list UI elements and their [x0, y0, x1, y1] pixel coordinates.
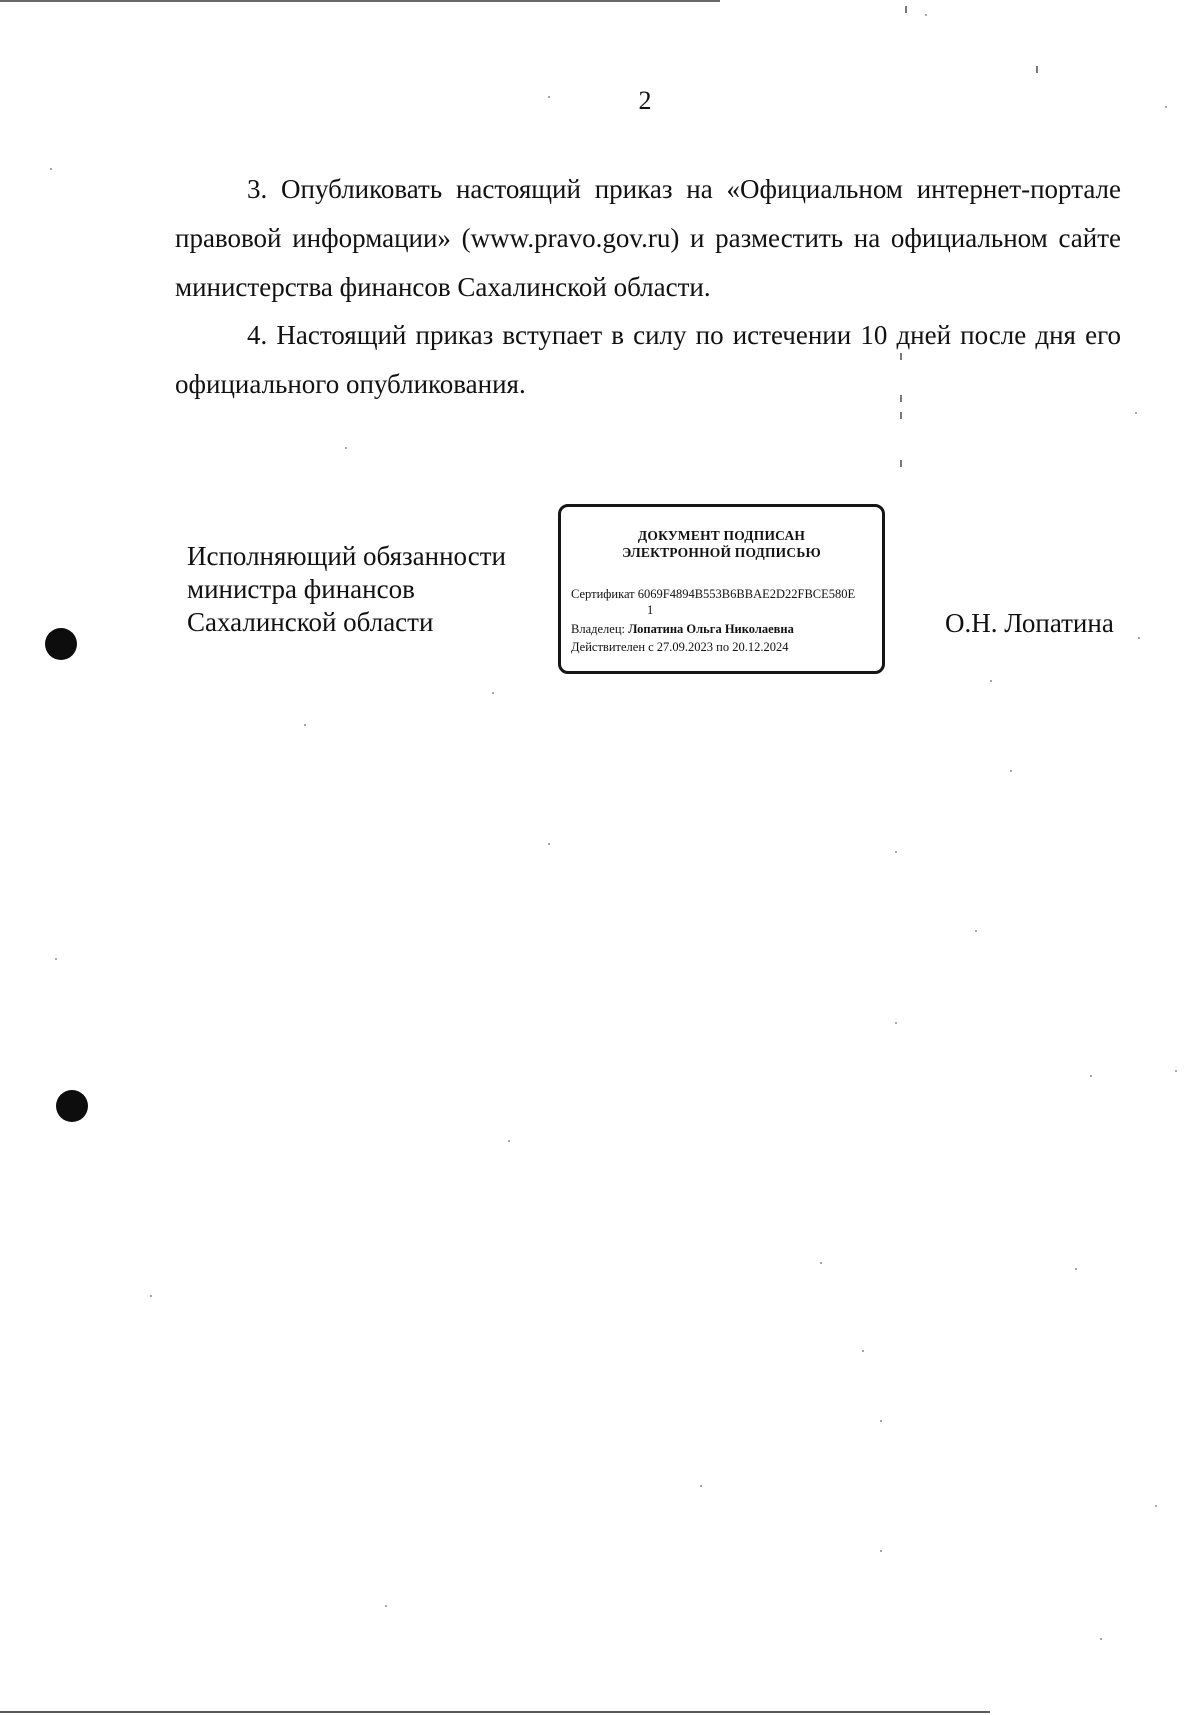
scan-speck	[1135, 412, 1137, 414]
scan-speck	[880, 1420, 882, 1422]
signatory-position	[187, 540, 506, 639]
scan-speck	[895, 1022, 897, 1024]
scan-speck	[508, 1140, 510, 1142]
scan-speck	[50, 168, 52, 170]
scan-speck	[900, 353, 902, 360]
page-number: 2	[638, 86, 652, 115]
stamp-owner-value: Лопатина Ольга Николаевна	[628, 622, 794, 636]
scan-speck	[900, 395, 902, 402]
paragraph-4: 4. Настоящий приказ вступает в силу по истечении 10 дней после дня его официального опубликования.	[175, 320, 1121, 399]
scan-speck	[700, 1485, 702, 1487]
paragraph-3: 3. Опубликовать настоящий приказ на «Официальном интернет-портале правовой информации» (www.pravo.gov.ru) и разместить на официальном сайте министерства финансов Сахалинской области.	[175, 174, 1121, 302]
punch-hole-top	[45, 628, 77, 660]
stamp-validity: Действителен с 27.09.2023 по 20.12.2024	[571, 640, 789, 654]
signer-name: О.Н. Лопатина	[945, 608, 1114, 638]
scan-speck	[880, 1550, 882, 1552]
scan-speck	[862, 1350, 864, 1352]
scan-speck	[548, 843, 550, 845]
scan-speck	[1090, 1075, 1092, 1077]
position-line-1: Исполняющий обязанности	[187, 541, 506, 571]
scan-edge-top	[0, 0, 720, 2]
scan-speck	[905, 6, 907, 13]
scan-speck	[304, 724, 306, 726]
scan-speck	[55, 958, 57, 960]
stamp-certificate-continuation: 1	[647, 603, 654, 617]
stamp-heading-line-2: ЭЛЕКТРОННОЙ ПОДПИСЬЮ	[622, 545, 821, 560]
scan-speck	[385, 1605, 387, 1607]
scan-speck	[1165, 106, 1167, 108]
scan-speck	[345, 447, 347, 449]
stamp-certificate-label: Сертификат	[571, 587, 635, 601]
scan-speck	[1175, 1070, 1177, 1072]
scan-speck	[1036, 66, 1038, 73]
scan-speck	[1100, 1638, 1102, 1640]
position-line-3: Сахалинской области	[187, 607, 434, 637]
punch-hole-bottom	[56, 1090, 88, 1122]
stamp-owner: Владелец: Лопатина Ольга Николаевна	[571, 622, 794, 636]
stamp-heading	[561, 527, 882, 561]
scan-speck	[150, 1295, 152, 1297]
scan-speck	[820, 1262, 822, 1264]
position-line-2: министра финансов	[187, 574, 415, 604]
stamp-heading-line-1: ДОКУМЕНТ ПОДПИСАН	[637, 528, 806, 543]
stamp-owner-label: Владелец	[571, 622, 622, 636]
scan-speck	[900, 412, 902, 419]
stamp-certificate-value: 6069F4894B553B6BBAE2D22FBCE580E	[637, 587, 856, 601]
scan-speck	[895, 851, 897, 853]
scan-speck	[492, 692, 494, 694]
e-signature-stamp	[558, 504, 885, 674]
scan-speck	[1075, 1268, 1077, 1270]
scan-speck	[1010, 770, 1012, 772]
stamp-certificate	[571, 587, 855, 601]
scan-speck	[975, 930, 977, 932]
scan-speck	[925, 14, 927, 16]
scan-speck	[990, 680, 992, 682]
scan-speck	[1138, 637, 1140, 639]
scan-edge-bottom	[0, 1711, 990, 1713]
scan-speck	[548, 96, 550, 98]
scan-speck	[900, 460, 902, 467]
scan-speck	[1155, 1505, 1157, 1507]
